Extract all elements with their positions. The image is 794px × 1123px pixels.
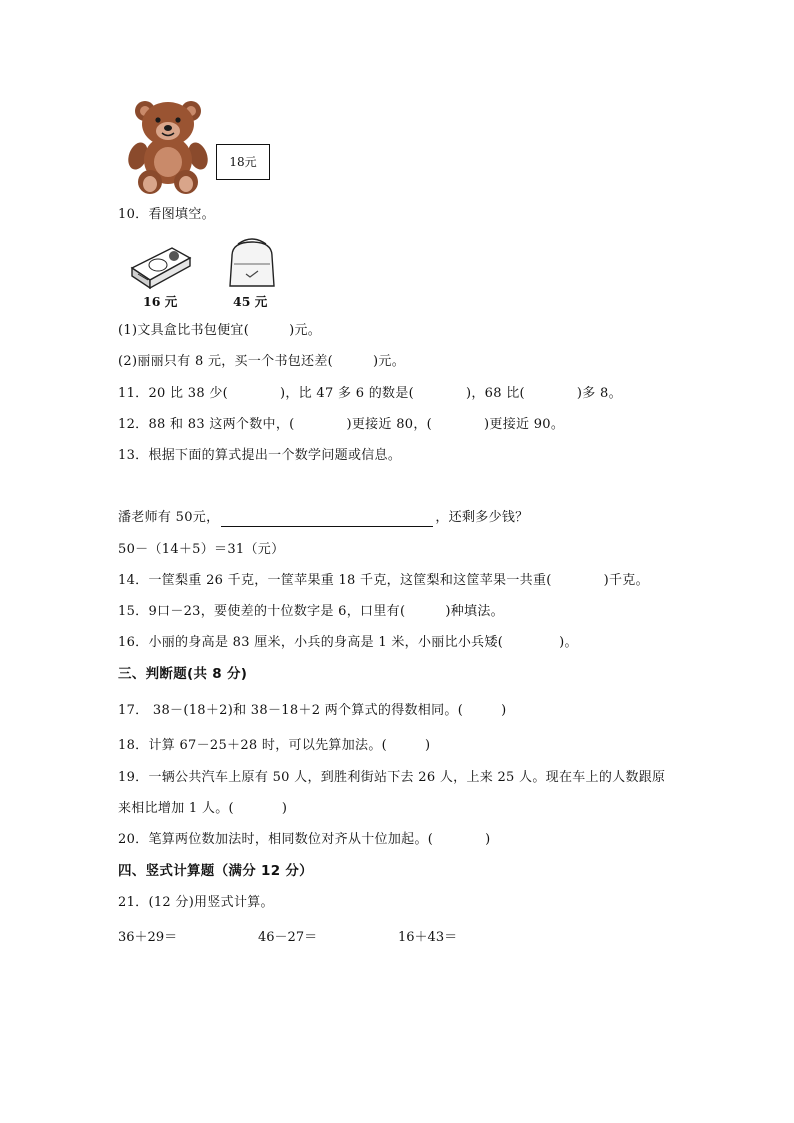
- q19-line1: 19．一辆公共汽车上原有 50 人，到胜利街站下去 26 人，上来 25 人。现在车上的人数跟原: [118, 770, 666, 785]
- q17: 17． 38－(18＋2)和 38－18＋2 两个算式的得数相同。( ): [118, 703, 507, 718]
- section-3-heading: 三、判断题(共 8 分): [118, 666, 248, 682]
- q13-question: 潘老师有 50元， ，还剩多少钱？: [118, 510, 529, 525]
- q20: 20．笔算两位数加法时，相同数位对齐从十位加起。( ): [118, 832, 491, 847]
- bear-price-box: 18元: [216, 144, 270, 180]
- calc-item-1: 36＋29＝: [118, 930, 178, 945]
- q13-formula: 50－（14＋5）＝31（元）: [118, 542, 285, 557]
- q15: 15．9口－23，要使差的十位数字是 6，口里有( )种填法。: [118, 604, 504, 619]
- pencil-box-image: [128, 238, 194, 290]
- q11: 11．20 比 38 少( )，比 47 多 6 的数是( )，68 比( )多 8。: [118, 386, 622, 401]
- q10-sub2: (2)丽丽只有 8 元，买一个书包还差( )元。: [118, 354, 406, 369]
- q13-blank: [221, 512, 433, 527]
- backpack-price: 45 元: [233, 294, 268, 309]
- section-4-heading: 四、竖式计算题（满分 12 分）: [118, 863, 313, 879]
- calc-item-2: 46－27＝: [258, 930, 318, 945]
- q18: 18．计算 67－25＋28 时，可以先算加法。( ): [118, 738, 431, 753]
- q21-title: 21．(12 分)用竖式计算。: [118, 895, 274, 910]
- calc-item-3: 16＋43＝: [398, 930, 458, 945]
- pencil-box-price: 16 元: [143, 294, 178, 309]
- q14: 14．一筐梨重 26 千克，一筐苹果重 18 千克，这筐梨和这筐苹果一共重( )千克。: [118, 573, 649, 588]
- q16: 16．小丽的身高是 83 厘米，小兵的身高是 1 米，小丽比小兵矮( )。: [118, 635, 578, 650]
- q10-sub1: (1)文具盒比书包便宜( )元。: [118, 323, 322, 338]
- backpack-image: [224, 234, 280, 290]
- q13-title: 13．根据下面的算式提出一个数学问题或信息。: [118, 448, 402, 463]
- q12: 12．88 和 83 这两个数中，( )更接近 80，( )更接近 90。: [118, 417, 565, 432]
- q19-line2: 来相比增加 1 人。( ): [118, 801, 288, 816]
- q10-title: 10．看图填空。: [118, 207, 215, 222]
- teddy-bear-image: [128, 98, 208, 196]
